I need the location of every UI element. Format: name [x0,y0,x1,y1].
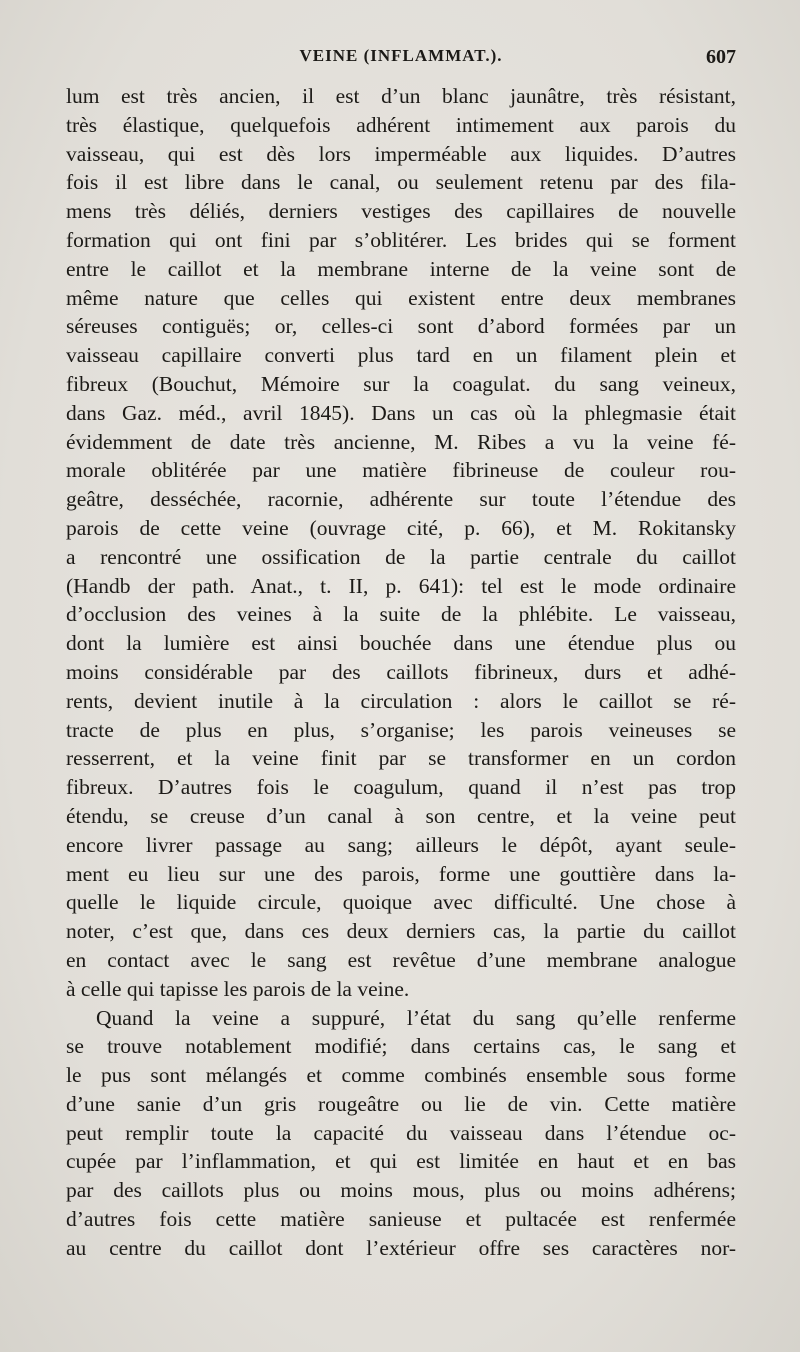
text-line: fibreux (Bouchut, Mémoire sur la coagulat. du sang veineux, [66,371,736,396]
text-line: d’une sanie d’un gris rougeâtre ou lie de vin. Cette matière [66,1091,736,1116]
text-line: à celle qui tapisse les parois de la veine. [66,976,410,1001]
running-head [66,46,736,74]
text-line: au centre du caillot dont l’extérieur offre ses caractères nor- [66,1235,736,1260]
text-line: lum est très ancien, il est d’un blanc jaunâtre, très résistant, [66,84,736,108]
text-line: formation qui ont fini par s’oblitérer. Les brides qui se forment [66,227,736,252]
text-line: rents, devient inutile à la circulation : alors le caillot se ré- [66,688,736,713]
text-line: dans Gaz. méd., avril 1845). Dans un cas où la phlegmasie était [66,400,736,425]
text-line: fois il est libre dans le canal, ou seulement retenu par des fila- [66,170,736,195]
text-line: très élastique, quelquefois adhérent intimement aux parois du [66,112,736,137]
text-line: tracte de plus en plus, s’organise; les parois veineuses se [66,717,736,742]
text-line: parois de cette veine (ouvrage cité, p. 66), et M. Rokitansky [66,515,736,540]
page-number: 607 [706,46,736,68]
text-line: étendu, se creuse d’un canal à son centre, et la veine peut [66,803,736,828]
text-line: peut remplir toute la capacité du vaisseau dans l’étendue oc- [66,1120,736,1145]
text-line: a rencontré une ossification de la partie centrale du caillot [66,544,736,569]
text-line: évidemment de date très ancienne, M. Ribes a vu la veine fé- [66,429,736,454]
text-line: geâtre, desséchée, racornie, adhérente sur toute l’étendue des [66,487,736,512]
text-line: en contact avec le sang est revêtue d’une membrane analogue [66,947,736,972]
text-line: dont la lumière est ainsi bouchée dans une étendue plus ou [66,631,736,656]
text-line: ment eu lieu sur une des parois, forme une gouttière dans la- [66,861,736,886]
text-line: resserrent, et la veine finit par se transformer en un cordon [66,746,736,771]
text-line: le pus sont mélangés et comme combinés ensemble sous forme [66,1063,736,1088]
text-line: par des caillots plus ou moins mous, plus ou moins adhérens; [66,1178,736,1203]
text-line: encore livrer passage au sang; ailleurs le dépôt, ayant seule- [66,832,736,857]
text-line: noter, c’est que, dans ces deux derniers cas, la partie du caillot [66,919,736,944]
text-line: vaisseau capillaire converti plus tard en un filament plein et [66,343,736,368]
text-line: se trouve notablement modifié; dans certains cas, le sang et [66,1034,736,1059]
text-line: séreuses contiguës; or, celles-ci sont d’abord formées par un [66,314,736,339]
text-line: d’autres fois cette matière sanieuse et pultacée est renfermée [66,1207,736,1232]
text-line: cupée par l’inflammation, et qui est limitée en haut et en bas [66,1149,736,1174]
text-line: entre le caillot et la membrane interne de la veine sont de [66,256,736,281]
text-line: d’occlusion des veines à la suite de la phlébite. Le vaisseau, [66,602,736,627]
body-text [66,82,736,1263]
text-line: moins considérable par des caillots fibrineux, durs et adhé- [66,659,736,684]
text-line: (Handb der path. Anat., t. II, p. 641): tel est le mode ordinaire [66,573,736,598]
text-line: mens très déliés, derniers vestiges des capillaires de nouvelle [66,199,736,224]
text-line: fibreux. D’autres fois le coagulum, quand il n’est pas trop [66,775,736,800]
text-line: quelle le liquide circule, quoique avec difficulté. Une chose à [66,890,736,915]
text-line: vaisseau, qui est dès lors imperméable aux liquides. D’autres [66,141,736,166]
text-line: même nature que celles qui existent entre deux membranes [66,285,736,310]
text-line: morale oblitérée par une matière fibrineuse de couleur rou- [66,458,736,483]
text-line: Quand la veine a suppuré, l’état du sang qu’elle renferme [96,1005,736,1030]
running-title: VEINE (INFLAMMAT.). [299,46,503,65]
